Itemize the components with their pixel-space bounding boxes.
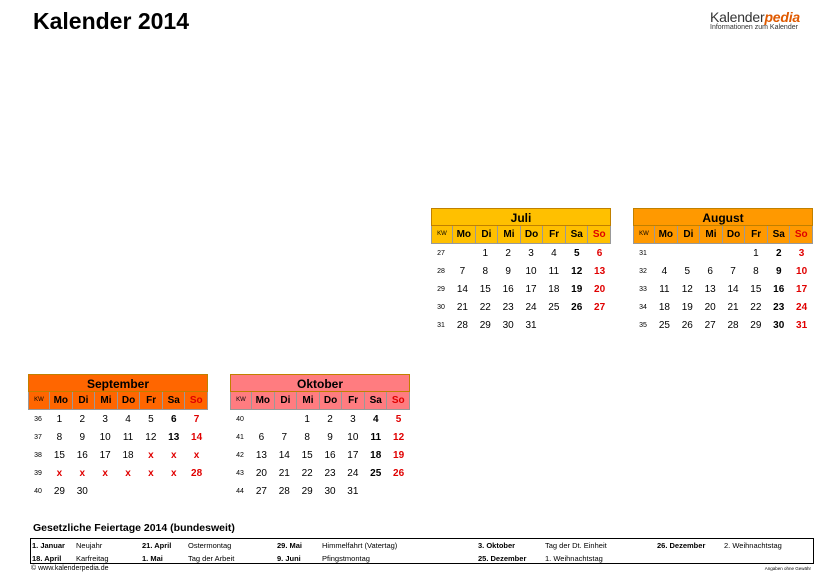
holiday-date: 1. Mai: [142, 554, 163, 563]
day-cell: 8: [482, 265, 489, 277]
holiday-item: [478, 554, 526, 563]
day-cell: 24: [525, 302, 537, 314]
weekday-header-row: [633, 226, 813, 244]
weekday-header: Mi: [699, 226, 722, 243]
day-cell: 16: [324, 449, 336, 461]
day-cell: 28: [727, 320, 739, 332]
holiday-item: [277, 541, 302, 550]
day-cell: 1: [56, 413, 63, 425]
day-cell: 3: [798, 247, 805, 259]
weekday-header: Mo: [654, 226, 677, 243]
holiday-item: [322, 541, 397, 550]
weekday-header: Di: [274, 392, 297, 409]
day-cell: 19: [393, 449, 405, 461]
holiday-item: [478, 541, 515, 550]
day-cell: 13: [704, 283, 716, 295]
week-number: 37: [34, 433, 42, 441]
holiday-item: [545, 541, 607, 550]
week-number: 36: [34, 415, 42, 423]
day-cell: 13: [594, 265, 606, 277]
day-cell: 5: [148, 413, 154, 425]
day-cell: 23: [773, 302, 785, 314]
logo-prefix: Kalender: [710, 9, 765, 25]
day-cell: 22: [479, 302, 491, 314]
day-cell: 18: [370, 449, 382, 461]
day-cell: x: [79, 468, 86, 480]
logo-accent: pedia: [764, 9, 801, 25]
week-row: [230, 483, 410, 501]
weekday-header: Di: [72, 392, 95, 409]
day-cell: 26: [681, 320, 693, 332]
day-cell: 7: [281, 431, 288, 443]
day-cell: 9: [79, 431, 86, 443]
day-cell: 2: [327, 413, 333, 425]
day-cell: 30: [324, 486, 336, 498]
day-cell: 20: [255, 468, 267, 480]
holiday-name: Tag der Dt. Einheit: [545, 541, 607, 550]
day-cell: 4: [372, 413, 379, 425]
day-cell: 9: [775, 265, 782, 277]
day-cell: 5: [684, 265, 691, 277]
day-cell: 1: [753, 247, 759, 259]
day-cell: 4: [661, 265, 668, 277]
week-row: [633, 317, 813, 335]
week-number: 27: [437, 249, 445, 257]
day-cell: x: [56, 468, 63, 480]
day-cell: 11: [122, 431, 134, 443]
holiday-item: [32, 554, 61, 563]
weekday-header: So: [789, 226, 812, 243]
day-cell: 3: [528, 247, 534, 259]
holiday-name: 2. Weihnachtstag: [724, 541, 782, 550]
week-row: [28, 465, 208, 483]
week-number: 42: [236, 451, 244, 459]
day-cell: 5: [573, 247, 580, 259]
day-cell: 10: [525, 265, 537, 277]
weekday-header: KW: [639, 231, 649, 237]
day-cell: 2: [505, 247, 511, 259]
day-cell: 20: [704, 302, 716, 314]
holidays-title: Gesetzliche Feiertage 2014 (bundesweit): [33, 522, 235, 534]
weekday-header: Di: [475, 226, 498, 243]
day-cell: 8: [56, 431, 63, 443]
day-cell: 9: [327, 431, 333, 443]
day-cell: x: [125, 468, 131, 480]
day-cell: 31: [347, 486, 359, 498]
day-cell: 27: [594, 302, 606, 314]
week-number: 32: [639, 267, 647, 275]
page-title: Kalender 2014: [33, 8, 189, 34]
day-cell: 15: [479, 283, 491, 295]
day-cell: 25: [658, 320, 670, 332]
holiday-date: 18. April: [32, 554, 62, 563]
day-cell: 6: [596, 247, 603, 259]
month-calendar-september: [28, 374, 208, 501]
holiday-date: 26. Dezember: [657, 541, 706, 550]
weekday-header: Sa: [364, 392, 387, 409]
day-cell: 14: [727, 283, 739, 295]
weekday-header: Mo: [452, 226, 475, 243]
weekday-header: Mo: [251, 392, 274, 409]
day-cell: x: [170, 468, 177, 480]
week-row: [633, 280, 813, 298]
holiday-date: 1. Januar: [32, 541, 65, 550]
weekday-header: Fr: [341, 392, 364, 409]
weekday-header: So: [386, 392, 409, 409]
day-cell: 1: [304, 413, 310, 425]
week-number: 30: [437, 304, 445, 312]
week-row: [28, 428, 208, 446]
week-number: 40: [34, 488, 42, 496]
week-row: [230, 428, 410, 446]
week-number: 29: [437, 285, 445, 293]
day-cell: 24: [796, 302, 808, 314]
day-cell: x: [170, 449, 177, 461]
week-row: [431, 262, 611, 280]
week-number: 43: [236, 470, 244, 478]
week-number: 28: [437, 267, 445, 275]
day-cell: 21: [727, 302, 739, 314]
day-cell: x: [148, 449, 154, 461]
week-row: [230, 465, 410, 483]
day-cell: 17: [525, 283, 537, 295]
day-cell: 27: [255, 486, 267, 498]
day-cell: 4: [551, 247, 557, 259]
day-cell: 2: [79, 413, 86, 425]
holiday-name: 1. Weihnachtstag: [545, 554, 603, 563]
holiday-date: 29. Mai: [277, 541, 303, 550]
holiday-item: [76, 541, 102, 550]
day-cell: 16: [502, 283, 514, 295]
weekday-header: Fr: [744, 226, 767, 243]
month-calendar-august: [633, 208, 813, 335]
holiday-date: 21. April: [142, 541, 172, 550]
week-row: [633, 244, 813, 262]
day-cell: 26: [393, 468, 405, 480]
day-cell: 14: [456, 283, 468, 295]
day-cell: 4: [125, 413, 131, 425]
week-number: 35: [639, 322, 647, 330]
month-name: August: [633, 208, 813, 226]
day-cell: 11: [370, 431, 382, 443]
day-cell: 15: [301, 449, 313, 461]
day-cell: 6: [258, 431, 265, 443]
day-cell: 17: [99, 449, 111, 461]
day-cell: 15: [750, 283, 762, 295]
day-cell: 29: [750, 320, 762, 332]
day-cell: 19: [571, 283, 583, 295]
holiday-name: Neujahr: [76, 541, 103, 550]
day-cell: 18: [122, 449, 134, 461]
day-cell: 14: [191, 431, 203, 443]
weekday-header-row: [230, 392, 410, 410]
day-cell: 7: [193, 413, 200, 425]
day-cell: 1: [482, 247, 489, 259]
month-name: Juli: [431, 208, 611, 226]
day-cell: 24: [347, 468, 359, 480]
holiday-name: Himmelfahrt (Vatertag): [322, 541, 398, 550]
weekday-header: So: [184, 392, 207, 409]
week-number: 38: [34, 451, 42, 459]
holiday-item: [142, 541, 171, 550]
day-cell: 5: [395, 413, 402, 425]
week-number: 33: [639, 285, 647, 293]
day-cell: 11: [659, 283, 670, 295]
day-cell: 10: [347, 431, 359, 443]
day-cell: 18: [548, 283, 560, 295]
day-cell: 23: [324, 468, 336, 480]
holiday-item: [142, 554, 163, 563]
week-number: 31: [639, 249, 647, 257]
week-row: [230, 410, 410, 428]
day-cell: 20: [594, 283, 606, 295]
week-number: 31: [437, 322, 445, 330]
day-cell: 13: [168, 431, 180, 443]
weekday-header: Sa: [162, 392, 185, 409]
day-cell: 10: [99, 431, 111, 443]
weekday-header: KW: [236, 397, 246, 403]
week-row: [431, 244, 611, 262]
day-cell: 12: [393, 431, 405, 443]
week-row: [28, 410, 208, 428]
weekday-header: Do: [722, 226, 745, 243]
week-row: [633, 262, 813, 280]
day-cell: x: [193, 449, 200, 461]
holiday-item: [545, 554, 603, 563]
weekday-header: Fr: [139, 392, 162, 409]
holiday-item: [76, 554, 109, 563]
day-cell: 11: [548, 265, 560, 277]
weekday-header: Do: [319, 392, 342, 409]
day-cell: 28: [191, 468, 203, 480]
holiday-date: 25. Dezember: [478, 554, 527, 563]
weekday-header: Di: [677, 226, 700, 243]
holiday-item: [32, 541, 65, 550]
day-cell: 21: [456, 302, 468, 314]
day-cell: 30: [76, 486, 88, 498]
holiday-date: 9. Juni: [277, 554, 301, 563]
day-cell: 9: [505, 265, 511, 277]
weekday-header: Mi: [497, 226, 520, 243]
week-number: 41: [236, 433, 244, 441]
day-cell: 29: [479, 320, 491, 332]
day-cell: 8: [304, 431, 310, 443]
footer-disclaimer: Angaben ohne Gewähr: [764, 566, 811, 571]
day-cell: 17: [796, 283, 808, 295]
day-cell: 16: [76, 449, 88, 461]
holiday-item: [188, 554, 234, 563]
holiday-name: Ostermontag: [188, 541, 232, 550]
logo-subtitle: Informationen zum Kalender: [710, 24, 798, 31]
week-number: 34: [639, 304, 647, 312]
holiday-item: [277, 554, 301, 563]
day-cell: 26: [571, 302, 583, 314]
weekday-header: Sa: [565, 226, 588, 243]
day-cell: x: [148, 468, 154, 480]
week-number: 40: [236, 415, 244, 423]
day-cell: 30: [773, 320, 785, 332]
week-row: [230, 446, 410, 464]
weekday-header: Sa: [767, 226, 790, 243]
month-calendar-juli: [431, 208, 611, 335]
day-cell: 29: [53, 486, 65, 498]
holidays-table: [30, 538, 814, 564]
day-cell: 25: [370, 468, 382, 480]
weekday-header-row: [28, 392, 208, 410]
holiday-name: Tag der Arbeit: [188, 554, 235, 563]
day-cell: 28: [456, 320, 468, 332]
week-row: [431, 280, 611, 298]
weekday-header: So: [587, 226, 610, 243]
day-cell: 10: [796, 265, 808, 277]
day-cell: 15: [53, 449, 65, 461]
weekday-header: Mi: [296, 392, 319, 409]
day-cell: 27: [704, 320, 716, 332]
weekday-header-row: [431, 226, 611, 244]
holiday-item: [724, 541, 782, 550]
day-cell: 8: [753, 265, 759, 277]
week-number: 44: [236, 488, 244, 496]
day-cell: 6: [707, 265, 713, 277]
weekday-header: KW: [437, 231, 447, 237]
holiday-date: 3. Oktober: [478, 541, 516, 550]
month-calendar-oktober: [230, 374, 410, 501]
day-cell: x: [102, 468, 108, 480]
holiday-item: [657, 541, 705, 550]
day-cell: 12: [145, 431, 157, 443]
day-cell: 22: [750, 302, 762, 314]
day-cell: 7: [730, 265, 736, 277]
day-cell: 13: [255, 449, 267, 461]
holiday-name: Pfingstmontag: [322, 554, 370, 563]
month-name: Oktober: [230, 374, 410, 392]
month-name: September: [28, 374, 208, 392]
weekday-header: KW: [34, 397, 44, 403]
day-cell: 23: [502, 302, 514, 314]
day-cell: 6: [170, 413, 177, 425]
day-cell: 21: [278, 468, 290, 480]
day-cell: 28: [278, 486, 290, 498]
holiday-item: [322, 554, 370, 563]
day-cell: 16: [773, 283, 785, 295]
day-cell: 2: [775, 247, 782, 259]
day-cell: 31: [796, 320, 808, 332]
holiday-item: [188, 541, 231, 550]
weekday-header: Mi: [94, 392, 117, 409]
day-cell: 30: [502, 320, 514, 332]
day-cell: 12: [681, 283, 693, 295]
day-cell: 3: [350, 413, 356, 425]
day-cell: 14: [278, 449, 290, 461]
day-cell: 7: [459, 265, 466, 277]
day-cell: 19: [681, 302, 693, 314]
day-cell: 25: [548, 302, 560, 314]
kalenderpedia-logo[interactable]: [710, 9, 828, 31]
day-cell: 29: [301, 486, 313, 498]
day-cell: 3: [102, 413, 108, 425]
day-cell: 31: [525, 320, 537, 332]
weekday-header: Fr: [542, 226, 565, 243]
weekday-header: Do: [117, 392, 140, 409]
weekday-header: Mo: [49, 392, 72, 409]
day-cell: 17: [347, 449, 359, 461]
week-row: [431, 299, 611, 317]
weekday-header: Do: [520, 226, 543, 243]
week-row: [28, 483, 208, 501]
day-cell: 22: [301, 468, 313, 480]
footer-copyright-link[interactable]: © www.kalenderpedia.de: [31, 565, 109, 572]
day-cell: 12: [571, 265, 583, 277]
week-row: [633, 299, 813, 317]
day-cell: 18: [658, 302, 670, 314]
holiday-name: Karfreitag: [76, 554, 109, 563]
week-row: [431, 317, 611, 335]
week-number: 39: [34, 470, 42, 478]
week-row: [28, 446, 208, 464]
